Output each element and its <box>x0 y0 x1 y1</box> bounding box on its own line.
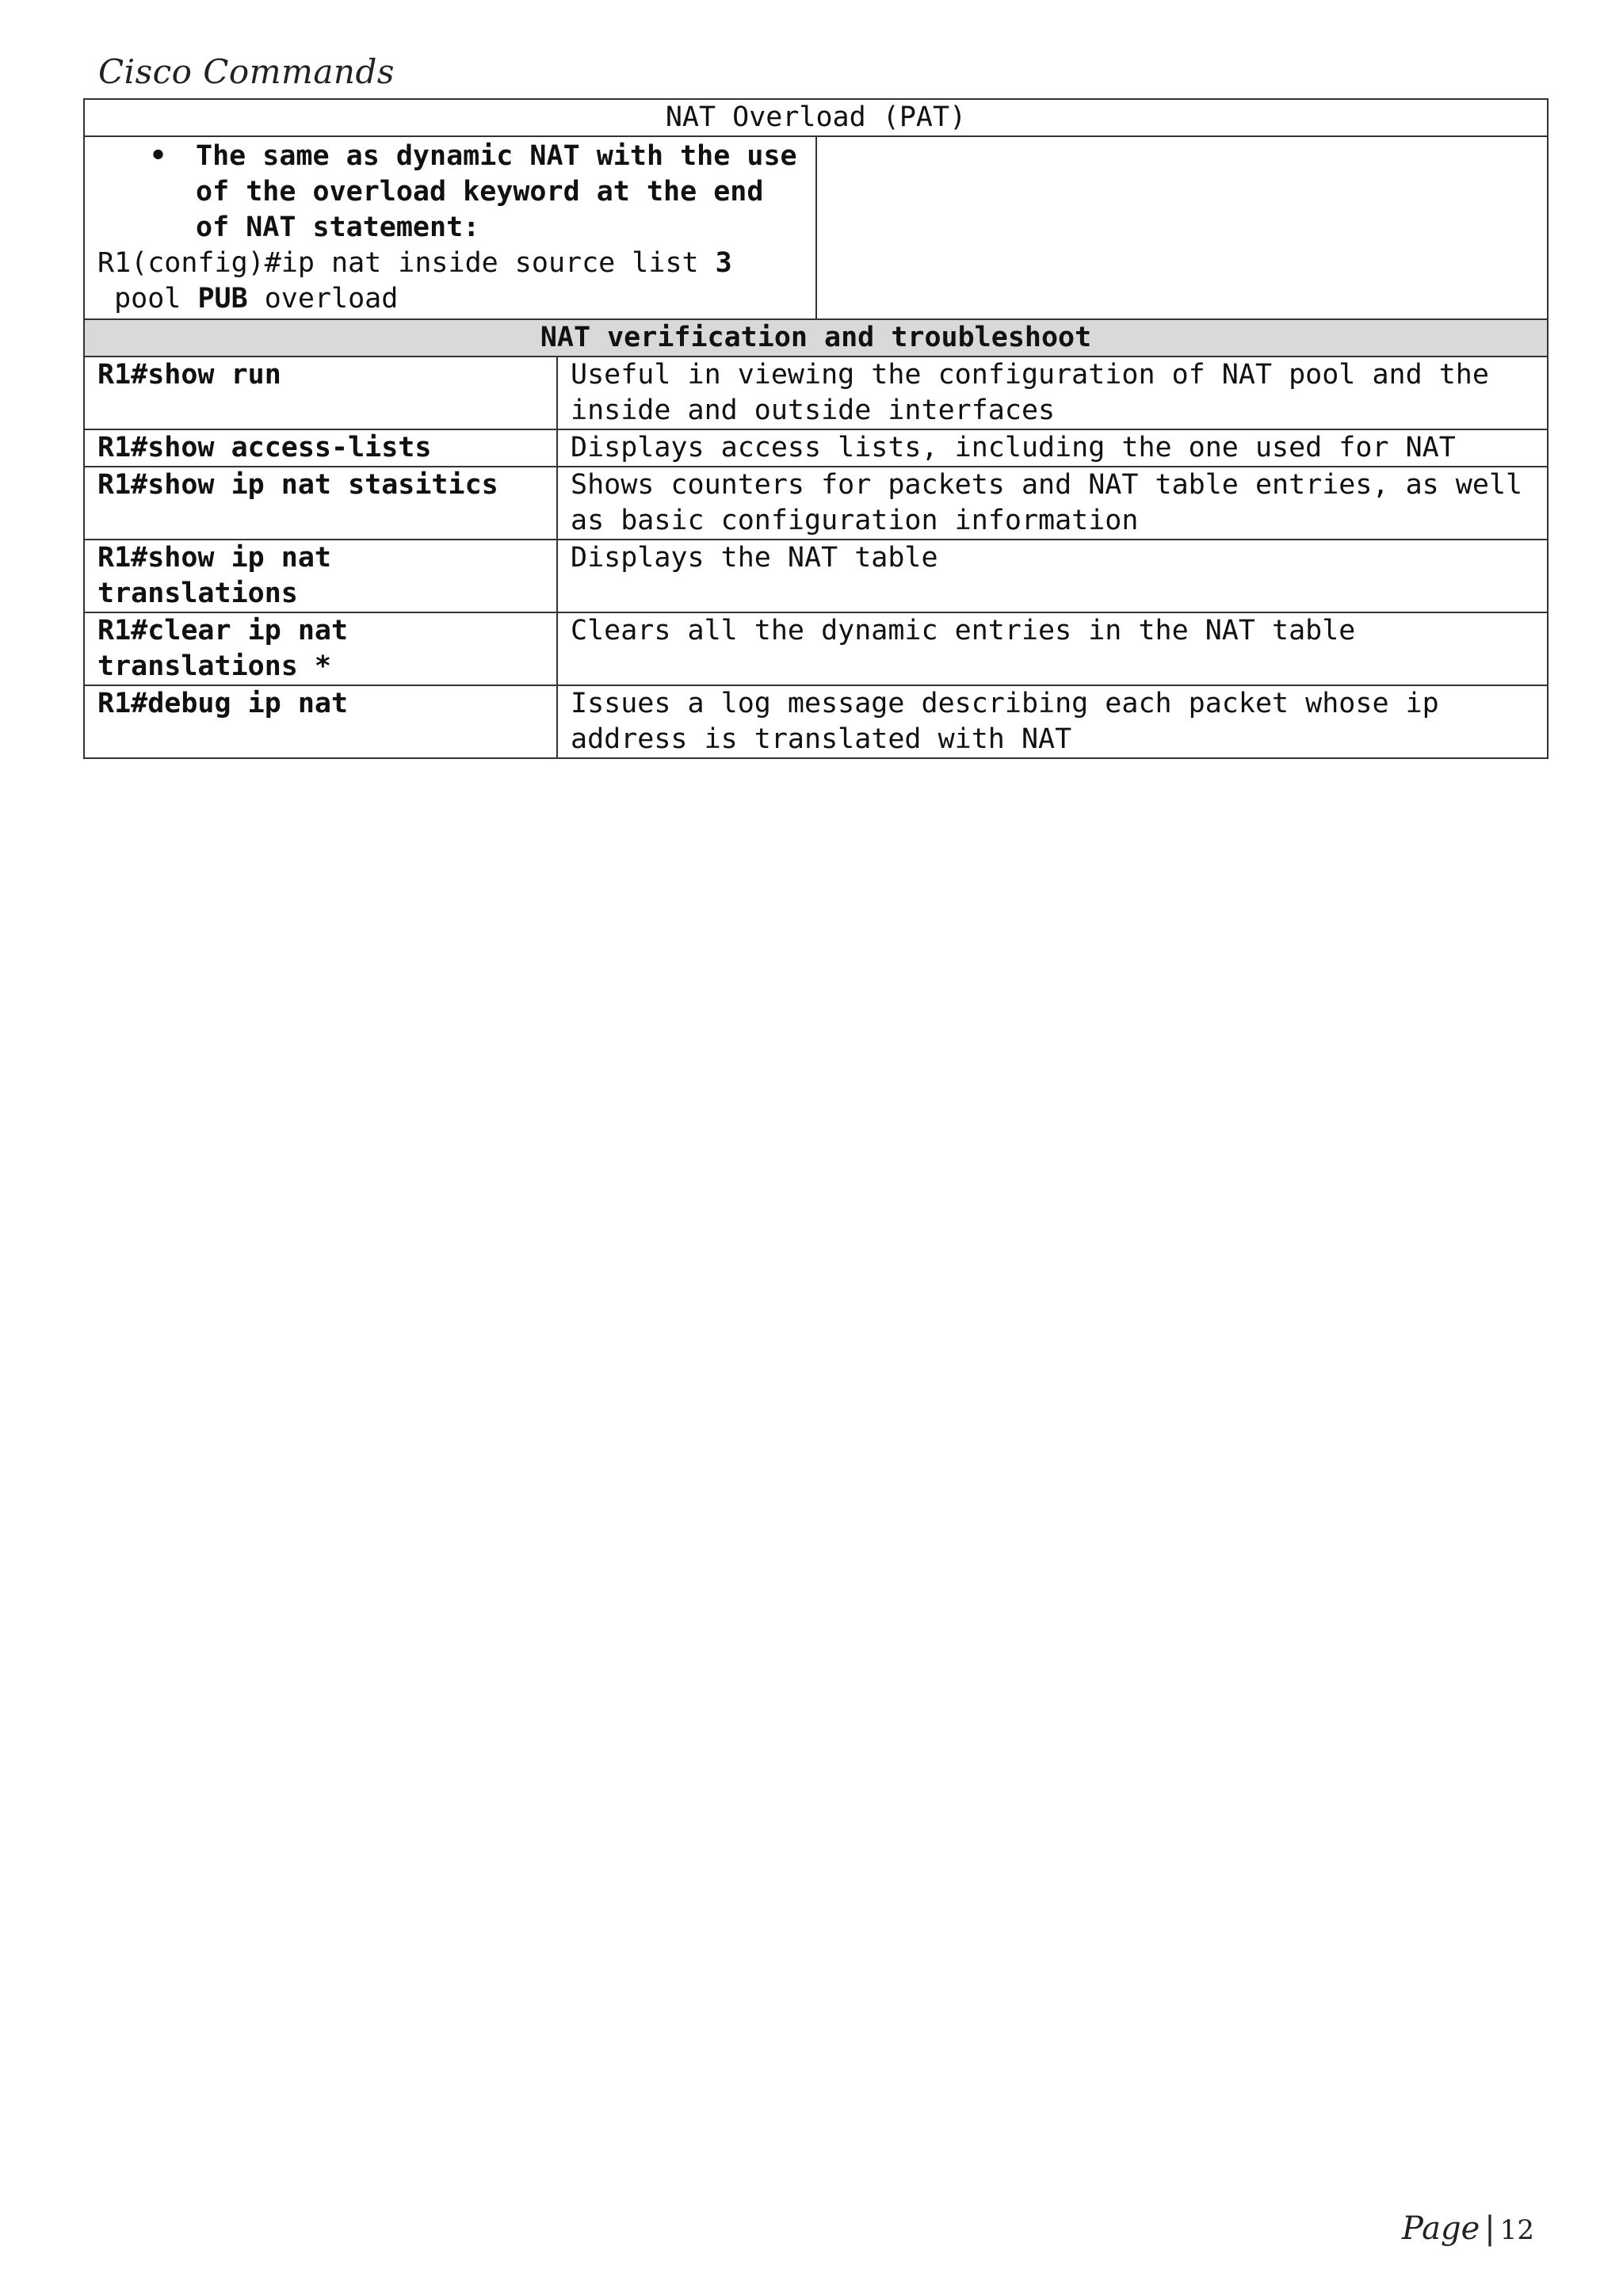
table-row <box>84 685 1548 758</box>
page-label: Page <box>1402 2210 1480 2247</box>
pat-bullet-item <box>97 139 803 246</box>
pat-command-mid: pool <box>97 283 198 315</box>
description-cell: Clears all the dynamic entries in the NAT table <box>557 612 1548 685</box>
table-row <box>84 357 1548 429</box>
description-cell: Displays the NAT table <box>557 540 1548 612</box>
pat-command-line <box>97 246 803 317</box>
page-number: 12 <box>1499 2214 1534 2246</box>
verify-section-title: NAT verification and troubleshoot <box>84 319 1548 357</box>
bullet-icon: • <box>150 140 167 172</box>
page-footer <box>1402 2210 1534 2247</box>
pat-section-title: NAT Overload (PAT) <box>84 99 1548 136</box>
description-cell: Issues a log message describing each packet whose ip address is translated with NAT <box>557 685 1548 758</box>
verify-title-row <box>84 319 1548 357</box>
command-cell: R1#show ip nat translations <box>84 540 557 612</box>
description-cell: Displays access lists, including the one used for NAT <box>557 429 1548 467</box>
pat-content-row <box>84 136 1548 319</box>
command-cell: R1#clear ip nat translations * <box>84 612 557 685</box>
table-row <box>84 429 1548 467</box>
description-cell: Shows counters for packets and NAT table entries, as well as basic configuration information <box>557 467 1548 540</box>
pat-bullet-text: The same as dynamic NAT with the use of the overload keyword at the end of NAT statement: <box>196 140 797 243</box>
description-cell: Useful in viewing the configuration of NAT pool and the inside and outside interfaces <box>557 357 1548 429</box>
table-row <box>84 540 1548 612</box>
table-row <box>84 467 1548 540</box>
document-header-title: Cisco Commands <box>98 52 395 91</box>
command-cell: R1#show ip nat stasitics <box>84 467 557 540</box>
pat-content-cell <box>84 136 816 319</box>
command-cell: R1#show run <box>84 357 557 429</box>
page-separator: | <box>1484 2210 1495 2247</box>
pat-title-row <box>84 99 1548 136</box>
pat-command-pool: PUB <box>197 283 248 315</box>
command-cell: R1#show access-lists <box>84 429 557 467</box>
pat-command-suffix: overload <box>247 283 399 315</box>
pat-empty-cell <box>816 136 1548 319</box>
commands-table <box>83 98 1549 759</box>
pat-command-prefix: R1(config)#ip nat inside source list <box>97 247 716 279</box>
pat-command-acl: 3 <box>715 247 732 279</box>
command-cell: R1#debug ip nat <box>84 685 557 758</box>
table-row <box>84 612 1548 685</box>
